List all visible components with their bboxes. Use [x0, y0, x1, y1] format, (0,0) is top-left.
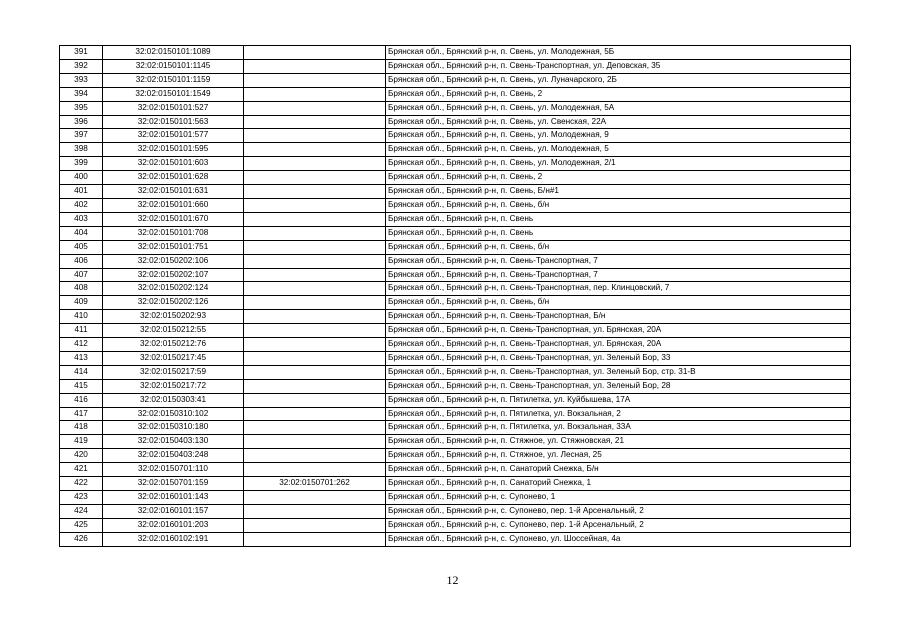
- table-row: [60, 393, 851, 407]
- table-row: [60, 157, 851, 171]
- row-number-cell: 416: [60, 393, 103, 407]
- table-row: [60, 491, 851, 505]
- address-cell: Брянская обл., Брянский р-н, п. Свень, ул. Молодежная, 5Б: [386, 46, 851, 60]
- address-cell: Брянская обл., Брянский р-н, п. Свень-Транспортная, Б/н: [386, 310, 851, 324]
- cadastral-number-cell: 32:02:0150101:1159: [103, 73, 244, 87]
- cadastral-table: [59, 45, 851, 547]
- table-row: [60, 351, 851, 365]
- table-row: [60, 324, 851, 338]
- address-cell: Брянская обл., Брянский р-н, с. Супонево, пер. 1-й Арсенальный, 2: [386, 518, 851, 532]
- address-cell: Брянская обл., Брянский р-н, п. Свень, ул. Молодежная, 5: [386, 143, 851, 157]
- table-row: [60, 532, 851, 546]
- row-number-cell: 402: [60, 198, 103, 212]
- table-row: [60, 477, 851, 491]
- related-cadastral-number-cell: [244, 282, 386, 296]
- table-row: [60, 338, 851, 352]
- cadastral-number-cell: 32:02:0150101:603: [103, 157, 244, 171]
- related-cadastral-number-cell: [244, 46, 386, 60]
- related-cadastral-number-cell: [244, 73, 386, 87]
- table-row: [60, 198, 851, 212]
- cadastral-number-cell: 32:02:0150403:130: [103, 435, 244, 449]
- cadastral-number-cell: 32:02:0150101:751: [103, 240, 244, 254]
- related-cadastral-number-cell: [244, 185, 386, 199]
- related-cadastral-number-cell: [244, 254, 386, 268]
- row-number-cell: 410: [60, 310, 103, 324]
- table-row: [60, 212, 851, 226]
- row-number-cell: 407: [60, 268, 103, 282]
- related-cadastral-number-cell: [244, 59, 386, 73]
- table-row: [60, 421, 851, 435]
- table-row: [60, 310, 851, 324]
- table-row: [60, 226, 851, 240]
- related-cadastral-number-cell: [244, 226, 386, 240]
- address-cell: Брянская обл., Брянский р-н, п. Свень, ул. Молодежная, 9: [386, 129, 851, 143]
- cadastral-number-cell: 32:02:0150101:577: [103, 129, 244, 143]
- cadastral-number-cell: 32:02:0150101:660: [103, 198, 244, 212]
- cadastral-number-cell: 32:02:0150202:106: [103, 254, 244, 268]
- cadastral-number-cell: 32:02:0150101:1145: [103, 59, 244, 73]
- table-row: [60, 449, 851, 463]
- table-row: [60, 185, 851, 199]
- cadastral-number-cell: 32:02:0150310:180: [103, 421, 244, 435]
- cadastral-number-cell: 32:02:0150101:631: [103, 185, 244, 199]
- address-cell: Брянская обл., Брянский р-н, п. Свень-Транспортная, ул. Брянская, 20А: [386, 338, 851, 352]
- row-number-cell: 400: [60, 171, 103, 185]
- row-number-cell: 418: [60, 421, 103, 435]
- row-number-cell: 411: [60, 324, 103, 338]
- address-cell: Брянская обл., Брянский р-н, с. Супонево, 1: [386, 491, 851, 505]
- row-number-cell: 426: [60, 532, 103, 546]
- cadastral-number-cell: 32:02:0150310:102: [103, 407, 244, 421]
- cadastral-number-cell: 32:02:0150101:1089: [103, 46, 244, 60]
- cadastral-number-cell: 32:02:0160102:191: [103, 532, 244, 546]
- row-number-cell: 394: [60, 87, 103, 101]
- related-cadastral-number-cell: [244, 310, 386, 324]
- related-cadastral-number-cell: [244, 504, 386, 518]
- table-row: [60, 282, 851, 296]
- page-number: 12: [446, 573, 459, 587]
- table-row: [60, 254, 851, 268]
- address-cell: Брянская обл., Брянский р-н, п. Свень, б/н: [386, 198, 851, 212]
- address-cell: Брянская обл., Брянский р-н, п. Свень: [386, 226, 851, 240]
- cadastral-number-cell: 32:02:0150101:670: [103, 212, 244, 226]
- row-number-cell: 398: [60, 143, 103, 157]
- address-cell: Брянская обл., Брянский р-н, п. Санаторий Снежка, 1: [386, 477, 851, 491]
- cadastral-number-cell: 32:02:0160101:157: [103, 504, 244, 518]
- row-number-cell: 399: [60, 157, 103, 171]
- address-cell: Брянская обл., Брянский р-н, п. Свень-Транспортная, 7: [386, 254, 851, 268]
- row-number-cell: 406: [60, 254, 103, 268]
- address-cell: Брянская обл., Брянский р-н, п. Свень, ул. Молодежная, 5А: [386, 101, 851, 115]
- cadastral-number-cell: 32:02:0150101:1549: [103, 87, 244, 101]
- cadastral-number-cell: 32:02:0150403:248: [103, 449, 244, 463]
- row-number-cell: 391: [60, 46, 103, 60]
- table-row: [60, 365, 851, 379]
- cadastral-number-cell: 32:02:0160101:203: [103, 518, 244, 532]
- table-row: [60, 101, 851, 115]
- address-cell: Брянская обл., Брянский р-н, п. Свень, б/н: [386, 240, 851, 254]
- related-cadastral-number-cell: [244, 365, 386, 379]
- table-row: [60, 268, 851, 282]
- related-cadastral-number-cell: [244, 171, 386, 185]
- row-number-cell: 405: [60, 240, 103, 254]
- cadastral-number-cell: 32:02:0150212:55: [103, 324, 244, 338]
- cadastral-number-cell: 32:02:0150101:527: [103, 101, 244, 115]
- related-cadastral-number-cell: [244, 268, 386, 282]
- address-cell: Брянская обл., Брянский р-н, п. Свень, ул. Свенская, 22А: [386, 115, 851, 129]
- related-cadastral-number-cell: [244, 101, 386, 115]
- cadastral-number-cell: 32:02:0150701:159: [103, 477, 244, 491]
- row-number-cell: 403: [60, 212, 103, 226]
- row-number-cell: 420: [60, 449, 103, 463]
- address-cell: Брянская обл., Брянский р-н, п. Свень-Транспортная, ул. Брянская, 20А: [386, 324, 851, 338]
- related-cadastral-number-cell: [244, 296, 386, 310]
- address-cell: Брянская обл., Брянский р-н, п. Свень-Транспортная, 7: [386, 268, 851, 282]
- row-number-cell: 395: [60, 101, 103, 115]
- cadastral-number-cell: 32:02:0150101:708: [103, 226, 244, 240]
- related-cadastral-number-cell: [244, 449, 386, 463]
- row-number-cell: 419: [60, 435, 103, 449]
- cadastral-number-cell: 32:02:0150202:126: [103, 296, 244, 310]
- address-cell: Брянская обл., Брянский р-н, п. Свень, 2: [386, 87, 851, 101]
- row-number-cell: 412: [60, 338, 103, 352]
- cadastral-number-cell: 32:02:0150101:563: [103, 115, 244, 129]
- table-row: [60, 240, 851, 254]
- address-cell: Брянская обл., Брянский р-н, п. Свень, 2: [386, 171, 851, 185]
- related-cadastral-number-cell: [244, 393, 386, 407]
- cadastral-number-cell: 32:02:0150701:110: [103, 463, 244, 477]
- table-row: [60, 171, 851, 185]
- address-cell: Брянская обл., Брянский р-н, п. Пятилетка, ул. Вокзальная, 2: [386, 407, 851, 421]
- cadastral-number-cell: 32:02:0150217:45: [103, 351, 244, 365]
- table-body: [60, 46, 851, 547]
- table-row: [60, 115, 851, 129]
- related-cadastral-number-cell: [244, 129, 386, 143]
- address-cell: Брянская обл., Брянский р-н, п. Свень, ул. Луначарского, 2Б: [386, 73, 851, 87]
- table-row: [60, 407, 851, 421]
- row-number-cell: 397: [60, 129, 103, 143]
- address-cell: Брянская обл., Брянский р-н, п. Свень, ул. Молодежная, 2/1: [386, 157, 851, 171]
- row-number-cell: 421: [60, 463, 103, 477]
- table-row: [60, 59, 851, 73]
- address-cell: Брянская обл., Брянский р-н, п. Свень, Б/н#1: [386, 185, 851, 199]
- address-cell: Брянская обл., Брянский р-н, п. Свень-Транспортная, ул. Деповская, 35: [386, 59, 851, 73]
- cadastral-number-cell: 32:02:0150217:59: [103, 365, 244, 379]
- row-number-cell: 424: [60, 504, 103, 518]
- table-row: [60, 435, 851, 449]
- address-cell: Брянская обл., Брянский р-н, п. Свень-Транспортная, пер. Клинцовский, 7: [386, 282, 851, 296]
- table-row: [60, 504, 851, 518]
- address-cell: Брянская обл., Брянский р-н, с. Супонево, ул. Шоссейная, 4а: [386, 532, 851, 546]
- row-number-cell: 396: [60, 115, 103, 129]
- related-cadastral-number-cell: [244, 532, 386, 546]
- address-cell: Брянская обл., Брянский р-н, п. Санаторий Снежка, Б/н: [386, 463, 851, 477]
- related-cadastral-number-cell: [244, 157, 386, 171]
- related-cadastral-number-cell: [244, 421, 386, 435]
- row-number-cell: 404: [60, 226, 103, 240]
- related-cadastral-number-cell: [244, 324, 386, 338]
- related-cadastral-number-cell: [244, 463, 386, 477]
- related-cadastral-number-cell: [244, 87, 386, 101]
- cadastral-number-cell: 32:02:0150101:595: [103, 143, 244, 157]
- cadastral-number-cell: 32:02:0160101:143: [103, 491, 244, 505]
- related-cadastral-number-cell: [244, 338, 386, 352]
- related-cadastral-number-cell: [244, 198, 386, 212]
- related-cadastral-number-cell: [244, 435, 386, 449]
- cadastral-number-cell: 32:02:0150202:93: [103, 310, 244, 324]
- row-number-cell: 401: [60, 185, 103, 199]
- cadastral-number-cell: 32:02:0150202:124: [103, 282, 244, 296]
- table-row: [60, 73, 851, 87]
- related-cadastral-number-cell: [244, 351, 386, 365]
- address-cell: Брянская обл., Брянский р-н, п. Свень-Транспортная, ул. Зеленый Бор, 28: [386, 379, 851, 393]
- address-cell: Брянская обл., Брянский р-н, п. Свень: [386, 212, 851, 226]
- table-row: [60, 46, 851, 60]
- address-cell: Брянская обл., Брянский р-н, п. Стяжное, ул. Стяжновская, 21: [386, 435, 851, 449]
- cadastral-number-cell: 32:02:0150303:41: [103, 393, 244, 407]
- row-number-cell: 392: [60, 59, 103, 73]
- row-number-cell: 408: [60, 282, 103, 296]
- related-cadastral-number-cell: [244, 407, 386, 421]
- row-number-cell: 417: [60, 407, 103, 421]
- address-cell: Брянская обл., Брянский р-н, п. Пятилетка, ул. Вокзальная, 33А: [386, 421, 851, 435]
- related-cadastral-number-cell: [244, 491, 386, 505]
- cadastral-number-cell: 32:02:0150202:107: [103, 268, 244, 282]
- row-number-cell: 425: [60, 518, 103, 532]
- row-number-cell: 422: [60, 477, 103, 491]
- table-row: [60, 518, 851, 532]
- related-cadastral-number-cell: [244, 212, 386, 226]
- table-row: [60, 129, 851, 143]
- address-cell: Брянская обл., Брянский р-н, п. Свень-Транспортная, ул. Зеленый Бор, стр. 31-В: [386, 365, 851, 379]
- row-number-cell: 413: [60, 351, 103, 365]
- table-row: [60, 379, 851, 393]
- cadastral-number-cell: 32:02:0150217:72: [103, 379, 244, 393]
- related-cadastral-number-cell: [244, 379, 386, 393]
- related-cadastral-number-cell: 32:02:0150701:262: [244, 477, 386, 491]
- row-number-cell: 415: [60, 379, 103, 393]
- address-cell: Брянская обл., Брянский р-н, с. Супонево, пер. 1-й Арсенальный, 2: [386, 504, 851, 518]
- address-cell: Брянская обл., Брянский р-н, п. Свень-Транспортная, ул. Зеленый Бор, 33: [386, 351, 851, 365]
- cadastral-number-cell: 32:02:0150212:76: [103, 338, 244, 352]
- row-number-cell: 423: [60, 491, 103, 505]
- related-cadastral-number-cell: [244, 240, 386, 254]
- table-row: [60, 143, 851, 157]
- address-cell: Брянская обл., Брянский р-н, п. Стяжное, ул. Лесная, 25: [386, 449, 851, 463]
- address-cell: Брянская обл., Брянский р-н, п. Пятилетка, ул. Куйбышева, 17А: [386, 393, 851, 407]
- cadastral-number-cell: 32:02:0150101:628: [103, 171, 244, 185]
- row-number-cell: 414: [60, 365, 103, 379]
- row-number-cell: 409: [60, 296, 103, 310]
- table-row: [60, 87, 851, 101]
- related-cadastral-number-cell: [244, 518, 386, 532]
- address-cell: Брянская обл., Брянский р-н, п. Свень, б/н: [386, 296, 851, 310]
- related-cadastral-number-cell: [244, 115, 386, 129]
- related-cadastral-number-cell: [244, 143, 386, 157]
- table-row: [60, 296, 851, 310]
- document-sheet: [59, 45, 851, 547]
- table-row: [60, 463, 851, 477]
- row-number-cell: 393: [60, 73, 103, 87]
